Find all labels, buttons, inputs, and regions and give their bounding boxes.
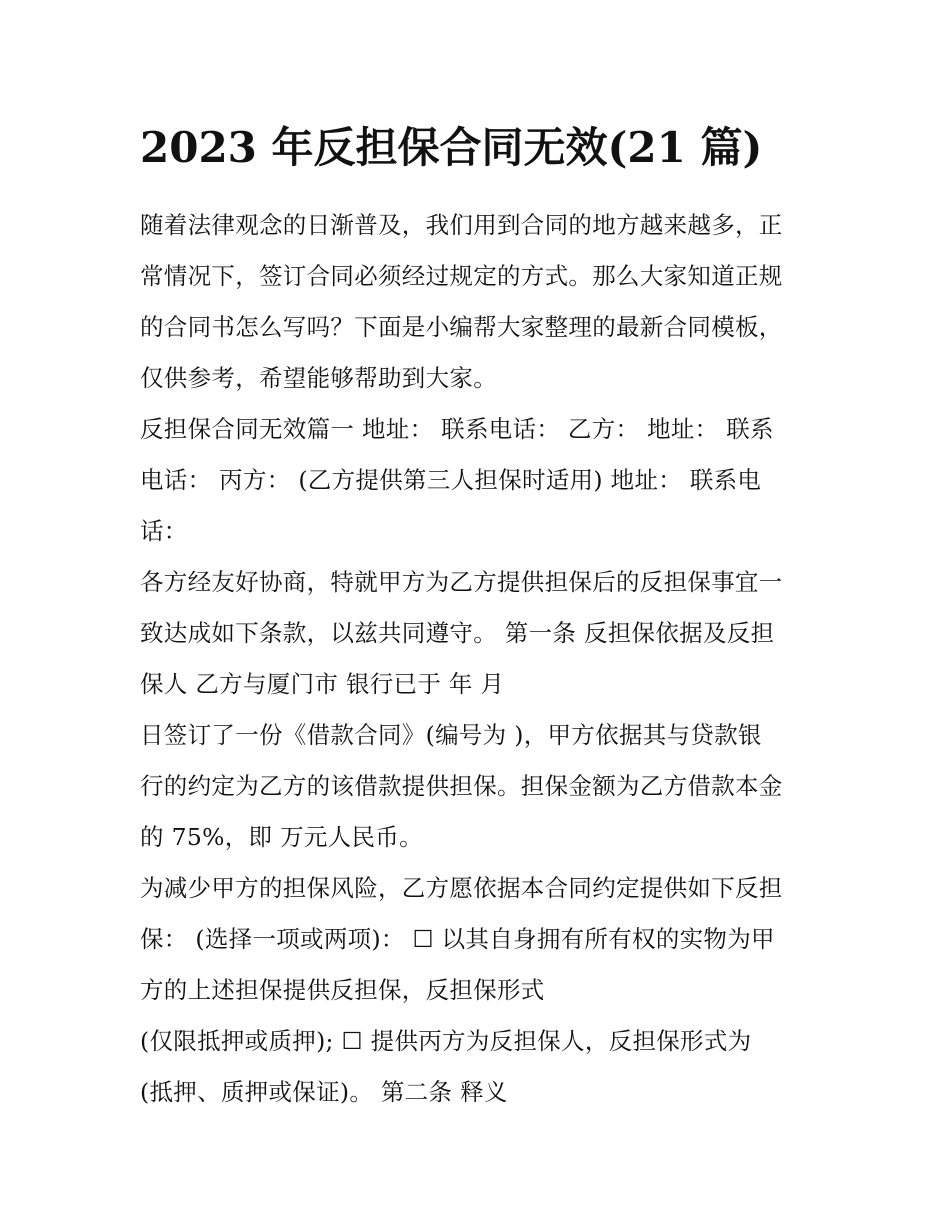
body-line: 方的上述担保提供反担保，反担保形式 xyxy=(140,976,545,1004)
body-line: 各方经友好协商，特就甲方为乙方提供担保后的反担保事宜一 xyxy=(140,568,783,596)
body-line: (仅限抵押或质押); ☐ 提供丙方为反担保人，反担保形式为 xyxy=(140,1027,752,1055)
body-line: 的 75%，即 万元人民币。 xyxy=(140,823,423,851)
body-line: 的合同书怎么写吗？下面是小编帮大家整理的最新合同模板， xyxy=(140,313,783,341)
body-line: 常情况下，签订合同必须经过规定的方式。那么大家知道正规 xyxy=(140,262,783,290)
document-body xyxy=(140,200,820,1118)
body-line: 日签订了一份《借款合同》(编号为 )，甲方依据其与贷款银 xyxy=(140,721,762,749)
body-line: 反担保合同无效篇一 地址： 联系电话： 乙方： 地址： 联系 xyxy=(140,415,774,443)
body-line: 行的约定为乙方的该借款提供担保。担保金额为乙方借款本金 xyxy=(140,772,783,800)
body-line: 为减少甲方的担保风险，乙方愿依据本合同约定提供如下反担 xyxy=(140,874,783,902)
body-line: 致达成如下条款，以兹共同遵守。 第一条 反担保依据及反担 xyxy=(140,619,775,647)
body-line: 随着法律观念的日渐普及，我们用到合同的地方越来越多，正 xyxy=(140,211,783,239)
body-line: 保人 乙方与厦门市 银行已于 年 月 xyxy=(140,670,505,698)
document-title: 2023 年反担保合同无效(21 篇) xyxy=(140,123,763,172)
body-line: 话： xyxy=(140,517,188,545)
body-line: 仅供参考，希望能够帮助到大家。 xyxy=(140,364,497,392)
body-line: 保： (选择一项或两项)： ☐ 以其自身拥有所有权的实物为甲 xyxy=(140,925,775,953)
body-line: (抵押、质押或保证)。 第二条 释义 xyxy=(140,1078,508,1106)
body-line: 电话： 丙方： (乙方提供第三人担保时适用) 地址： 联系电 xyxy=(140,466,762,494)
